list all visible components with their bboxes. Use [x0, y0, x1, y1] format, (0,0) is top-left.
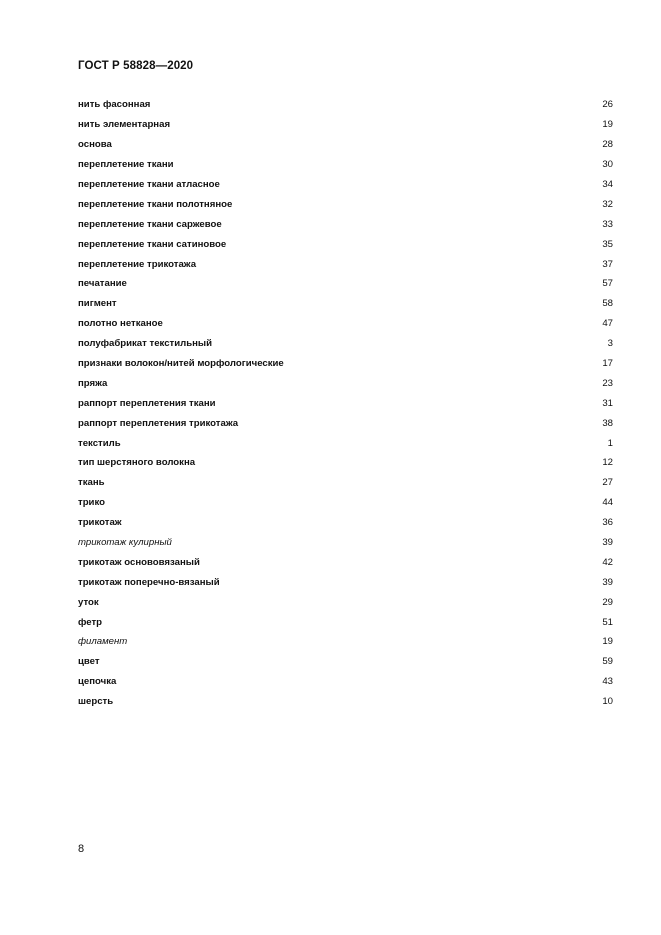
- index-entry: [78, 453, 613, 473]
- index-entry: [78, 612, 613, 632]
- index-term-number: 39: [602, 576, 613, 588]
- index-term: переплетение ткани атласное: [78, 179, 220, 190]
- index-term-number: 42: [602, 556, 613, 568]
- index-term-number: 19: [602, 636, 613, 648]
- index-term: трикотаж основовязаный: [78, 556, 200, 568]
- index-term-number: 39: [602, 537, 613, 549]
- index-term: полуфабрикат текстильный: [78, 338, 213, 350]
- index-term-number: 38: [602, 417, 613, 429]
- index-entry: [78, 354, 613, 374]
- index-term-number: 27: [602, 477, 613, 489]
- index-term-number: 23: [602, 377, 613, 389]
- index-term: раппорт переплетения трикотажа: [78, 417, 239, 429]
- index-entry: [78, 115, 613, 135]
- index-term-number: 29: [602, 596, 613, 608]
- index-term-number: 35: [602, 238, 613, 250]
- index-entry: [78, 632, 613, 652]
- index-term-number: 43: [602, 676, 613, 688]
- index-entry: [78, 334, 613, 354]
- page-number: 8: [78, 843, 85, 855]
- index-entry: [78, 175, 613, 195]
- index-entry: [78, 135, 613, 155]
- index-entry: [78, 652, 613, 672]
- index-term-number: 17: [602, 358, 613, 370]
- index-term: текстиль: [78, 437, 121, 449]
- index-term: печатание: [78, 278, 127, 290]
- index-term-number: 19: [602, 119, 613, 131]
- index-entry: [78, 592, 613, 612]
- index-term: полотно нетканое: [78, 318, 163, 330]
- index-entry: [78, 473, 613, 493]
- index-entry: [78, 294, 613, 314]
- index-entry: [78, 254, 613, 274]
- index-entry: [78, 413, 613, 433]
- index-term: ткань: [78, 477, 105, 489]
- index-term: трикотаж кулирный: [78, 537, 172, 549]
- index-term: нить фасонная: [78, 99, 151, 111]
- index-term-number: 44: [602, 497, 613, 509]
- index-term: признаки волокон/нитей морфологические: [78, 358, 284, 370]
- index-term-number: 51: [602, 616, 613, 628]
- index-term: тип шерстяного волокна: [78, 457, 196, 469]
- index-entry: [78, 493, 613, 513]
- index-entry: [78, 692, 613, 712]
- index-term-number: 32: [602, 198, 613, 210]
- index-entry: [78, 214, 613, 234]
- index-term-number: 26: [602, 99, 613, 111]
- index-term: пигмент: [78, 298, 117, 310]
- index-term-number: 58: [602, 298, 613, 310]
- index-term: цепочка: [78, 676, 117, 688]
- index-entry: [78, 95, 613, 115]
- index-term: трикотаж поперечно-вязаный: [78, 576, 220, 588]
- index-entry: [78, 314, 613, 334]
- index-term-number: 28: [602, 139, 613, 151]
- index-term-number: 3: [607, 338, 613, 350]
- index-entry: [78, 234, 613, 254]
- index-term-number: 31: [602, 397, 613, 409]
- index-term: цвет: [78, 656, 100, 668]
- alphabetical-index: [78, 95, 613, 712]
- index-entry: [78, 572, 613, 592]
- index-term-number: 12: [602, 457, 613, 469]
- index-entry: [78, 155, 613, 175]
- index-term-number: 57: [602, 278, 613, 290]
- index-term: фетр: [78, 616, 103, 628]
- index-term-number: 37: [602, 258, 613, 270]
- index-term: трикотаж: [78, 517, 122, 529]
- index-entry: [78, 433, 613, 453]
- index-term: раппорт переплетения ткани: [78, 397, 216, 409]
- index-term: пряжа: [78, 377, 108, 389]
- index-term: переплетение ткани сатиновое: [78, 238, 227, 250]
- index-term-number: 33: [602, 218, 613, 230]
- index-term: нить элементарная: [78, 119, 171, 131]
- index-term-number: 47: [602, 318, 613, 330]
- index-term: шерсть: [78, 696, 114, 708]
- index-entry: [78, 552, 613, 572]
- document-header: ГОСТ Р 58828—2020: [78, 60, 194, 72]
- index-term-number: 1: [607, 437, 613, 449]
- index-term-number: 36: [602, 517, 613, 529]
- index-entry: [78, 393, 613, 413]
- index-term-number: 10: [602, 696, 613, 708]
- index-term: переплетение ткани саржевое: [78, 218, 222, 230]
- index-entry: [78, 513, 613, 533]
- index-entry: [78, 672, 613, 692]
- index-term: филамент: [78, 636, 128, 648]
- index-entry: [78, 373, 613, 393]
- index-entry: [78, 533, 613, 553]
- index-term: основа: [78, 139, 112, 151]
- index-entry: [78, 194, 613, 214]
- index-term: трико: [78, 497, 105, 509]
- index-term-number: 30: [602, 159, 613, 171]
- index-term-number: 34: [602, 179, 613, 190]
- index-term: переплетение ткани полотняное: [78, 198, 233, 210]
- index-term-number: 59: [602, 656, 613, 668]
- index-entry: [78, 274, 613, 294]
- index-term: переплетение ткани: [78, 159, 174, 171]
- index-term: уток: [78, 596, 99, 608]
- index-term: переплетение трикотажа: [78, 258, 197, 270]
